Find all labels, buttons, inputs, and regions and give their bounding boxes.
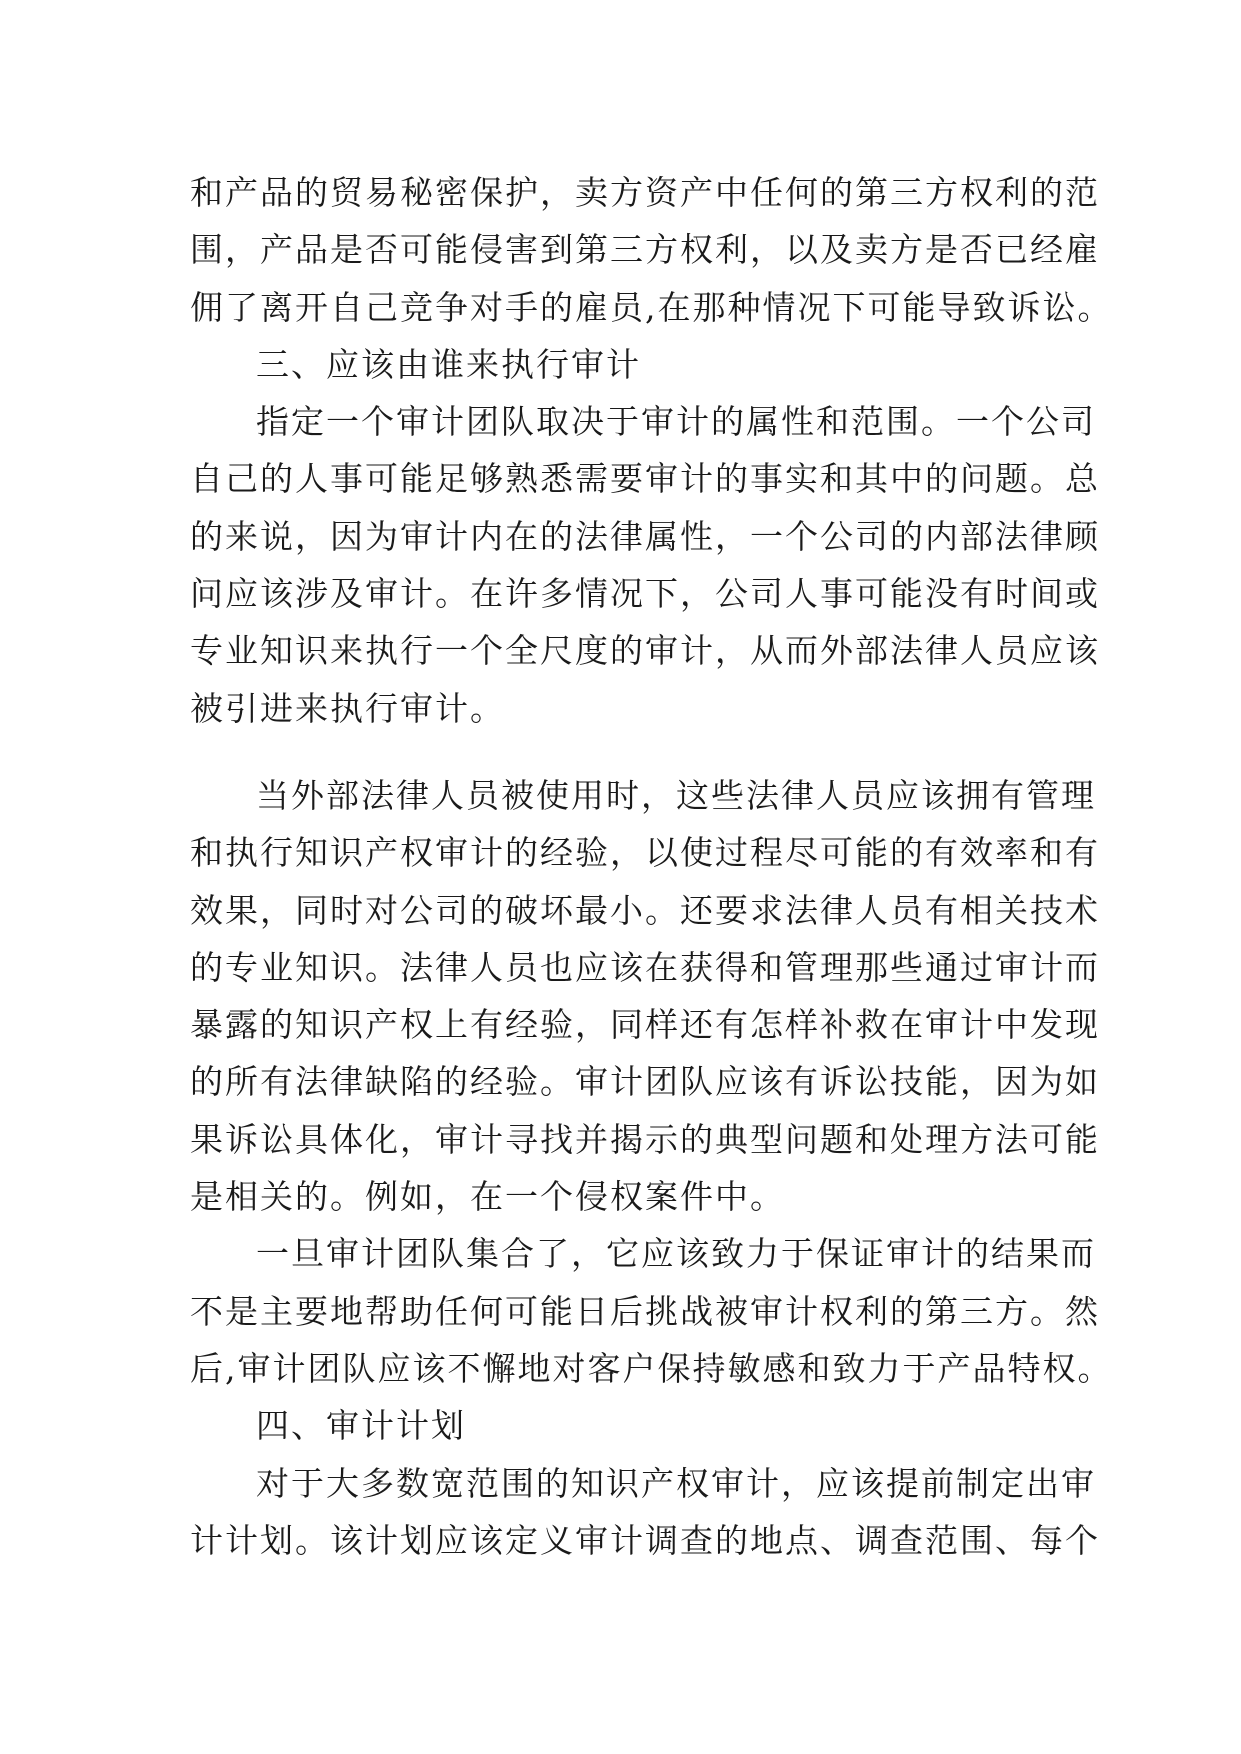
text-line: 后,审计团队应该不懈地对客户保持敏感和致力于产品特权。 [190, 1348, 1113, 1388]
paragraph-audit-team [190, 393, 1100, 737]
text-line: 专业知识来执行一个全尺度的审计，从而外部法律人员应该 [190, 631, 1100, 671]
paragraph-continuation [190, 164, 1113, 336]
section-heading-three [190, 336, 1060, 393]
section-heading-four [190, 1397, 1060, 1454]
text-line: 对于大多数宽范围的知识产权审计，应该提前制定出审 [256, 1463, 1096, 1503]
text-line: 的所有法律缺陷的经验。审计团队应该有诉讼技能，因为如 [190, 1062, 1100, 1102]
text-line: 暴露的知识产权上有经验，同样还有怎样补救在审计中发现 [190, 1005, 1100, 1045]
text-line: 一旦审计团队集合了，它应该致力于保证审计的结果而 [256, 1234, 1096, 1274]
text-line: 自己的人事可能足够熟悉需要审计的事实和其中的问题。总 [190, 459, 1100, 499]
paragraph-team-assembled [190, 1225, 1113, 1397]
text-line: 效果，同时对公司的破坏最小。还要求法律人员有相关技术 [190, 890, 1100, 930]
heading-line: 四、审计计划 [256, 1406, 466, 1446]
text-line: 问应该涉及审计。在许多情况下，公司人事可能没有时间或 [190, 574, 1100, 614]
text-line: 当外部法律人员被使用时，这些法律人员应该拥有管理 [256, 775, 1096, 815]
paragraph-external-counsel [190, 767, 1100, 1225]
text-line: 和产品的贸易秘密保护，卖方资产中任何的第三方权利的范 [190, 173, 1100, 212]
document-body [190, 164, 1113, 1569]
text-line: 果诉讼具体化，审计寻找并揭示的典型问题和处理方法可能 [190, 1119, 1100, 1159]
text-line: 不是主要地帮助任何可能日后挑战被审计权利的第三方。然 [190, 1291, 1100, 1331]
text-line: 是相关的。例如，在一个侵权案件中。 [190, 1177, 785, 1217]
text-line: 被引进来执行审计。 [190, 688, 505, 728]
text-line: 指定一个审计团队取决于审计的属性和范围。一个公司 [256, 402, 1096, 442]
text-line: 和执行知识产权审计的经验，以使过程尽可能的有效率和有 [190, 833, 1100, 873]
text-line: 的专业知识。法律人员也应该在获得和管理那些通过审计而 [190, 947, 1100, 987]
text-line: 计计划。该计划应该定义审计调查的地点、调查范围、每个 [190, 1520, 1100, 1560]
paragraph-audit-plan [190, 1455, 1100, 1570]
heading-line: 三、应该由谁来执行审计 [256, 344, 641, 384]
text-line: 围，产品是否可能侵害到第三方权利，以及卖方是否已经雇 [190, 230, 1100, 270]
text-line: 佣了离开自己竞争对手的雇员,在那种情况下可能导致诉讼。 [190, 287, 1113, 327]
paragraph-gap [190, 737, 1060, 767]
text-line: 的来说，因为审计内在的法律属性，一个公司的内部法律顾 [190, 516, 1100, 556]
